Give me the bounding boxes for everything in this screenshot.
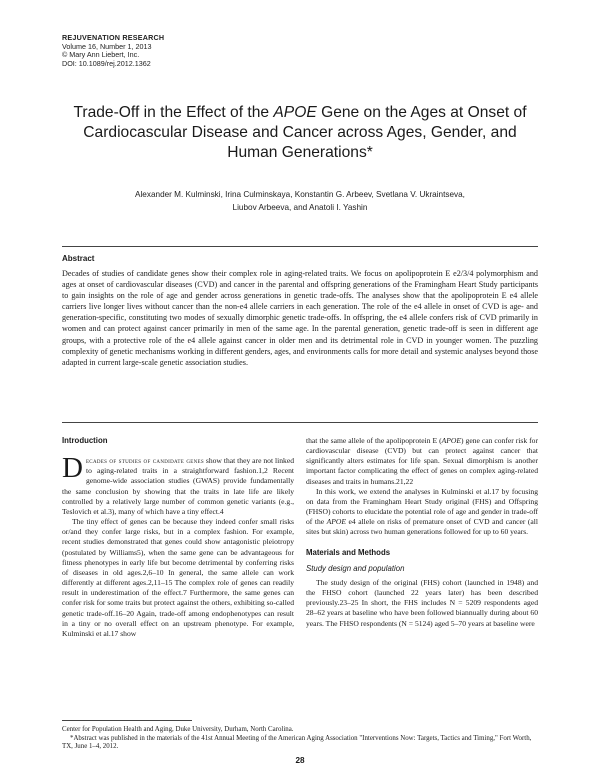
abstract-text: Decades of studies of candidate genes show their complex role in aging-related traits. We focus on apolipoprotein E e2/3/4 polymorphism and ages at onset of cardiovascular diseases (CVD) and cancer in the parental and offspring generations of the Framingham Heart Study participants to gain insights on the role of age and gender across generations in genetic trade-offs. The analyses show that the apolipoprotein E e4 allele carriers live longer lives without cancer than the non-e4 allele carriers in each generation. The role of the e4 allele in onset of CVD is age- and generation-specific, constituting two modes of sexually dimorphic genetic trade-offs. In offspring, the e4 allele confers risk of CVD primarily in women and can protect against cancer primarily in men of the same age. In the parental generation, genetic trade-off is seen in different age groups, with a protective role of the e4 allele against cancer in older men and its detrimental role in CVD in younger women. The puzzling complexity of genetic mechanisms working in different genders, ages, and environments calls for more detail and systemic analyses beyond those adapted in current large-scale genetic association studies. bbox=[62, 269, 538, 367]
footnotes bbox=[62, 726, 538, 752]
paragraph-text: that the same allele of the apolipoprotein E ( bbox=[306, 436, 442, 445]
gene-name: APOE bbox=[441, 436, 462, 445]
drop-cap: D bbox=[62, 452, 83, 485]
footnote-divider bbox=[62, 720, 192, 721]
abstract-heading: Abstract bbox=[62, 254, 95, 263]
abstract-note: *Abstract was published in the materials of the 41st Annual Meeting of the American Aging Association "Interventions Now: Targets, Tactics and Timing," Fort Worth, TX, June 1–4, 2012. bbox=[62, 734, 532, 751]
divider bbox=[62, 246, 538, 247]
paragraph-text: ) gene can confer risk for cardiovascular disease (CVD) but can protect against cancer that significantly alters estimates for life span. Sexual dimorphism is another important factor complicating the effect of genes on complex aging-related diseases and traits in humans.21,22 bbox=[306, 436, 539, 486]
article-title bbox=[62, 103, 538, 163]
paragraph-text: show that they are not linked to aging-related traits in a straightforward fashion.1,2 Recent genome-wide association studies (GWAS) provide fundamentally the same conclusion by showing that the traits in late life are likely controlled by a relatively large number of common genetic variants (e.g., Teslovich et al.3), many of which have a tiny effect.4 bbox=[62, 456, 294, 516]
authors-line-1: Alexander M. Kulminski, Irina Culminskaya, Konstantin G. Arbeev, Svetlana V. Ukraintseva, bbox=[135, 190, 465, 199]
journal-doi: DOI: 10.1089/rej.2012.1362 bbox=[62, 58, 151, 68]
title-part: Trade-Off in the Effect of the bbox=[73, 104, 274, 121]
gene-name: APOE bbox=[326, 517, 347, 527]
section-heading-introduction: Introduction bbox=[62, 436, 108, 445]
subsection-heading: Study design and population bbox=[306, 563, 405, 573]
paragraph-text: e4 allele on risks of premature onset of CVD and cancer (all sites but skin) across two human generations followed for up to 60 years. bbox=[306, 517, 539, 537]
title-gene: APOE bbox=[273, 104, 317, 121]
intro-paragraph-2: The tiny effect of genes can be because they indeed confer small risks or/and they confer large risks, but in a complex fashion. For example, recent studies demonstrated that genes could show antagonistic pleiotropy (postulated by Williams5), when the same gene can be advantageous for fitness phenotypes in early life but become detrimental by conferring risks of diseases in old ages.2,6–10 In general, the same allele can work differently at different ages.2,11–15 The complex role of genes can readily result in underestimation of the effect.7 Furthermore, the same genes can confer risk for some traits but protect against the others, exhibiting so-called genetic trade-off.16–20 Again, trade-off among endophenotypes can result in a tiny or no overall effect on an upstream phenotype. For example, Kulminski et al.17 show bbox=[62, 517, 294, 638]
journal-copyright: © Mary Ann Liebert, Inc. bbox=[62, 50, 140, 60]
paragraph-text: In this work, we extend the analyses in Kulminski et al.17 by focusing on data from the Framingham Heart Study original (FHS) and Offspring (FHSO) cohorts to elucidate the potential role of age and gender in trade-off of the bbox=[306, 486, 538, 527]
section-heading-methods: Materials and Methods bbox=[306, 547, 391, 557]
intro-paragraph-4 bbox=[306, 487, 538, 538]
journal-name: REJUVENATION RESEARCH bbox=[62, 33, 165, 42]
intro-paragraph-1 bbox=[62, 452, 294, 517]
divider bbox=[62, 422, 538, 423]
page-number: 28 bbox=[295, 756, 305, 765]
lead-in: ecades of studies of candidate genes bbox=[85, 456, 204, 466]
methods-paragraph-1: The study design of the original (FHS) cohort (launched in 1948) and the FHSO cohort (launched 22 years later) has been described previously.23–25 In short, the FHS includes N = 5209 respondents aged 28–62 years at baseline who have been followed biannually during about 60 years. The FHSO respondents (N = 5124) aged 5–70 years at baseline were bbox=[306, 577, 538, 628]
author-list bbox=[62, 188, 538, 214]
right-column bbox=[306, 436, 538, 629]
journal-volume: Volume 16, Number 1, 2013 bbox=[62, 41, 152, 51]
title-part: Gene on the Ages at Onset of Cardiocascular Disease and Cancer across Ages, Gender, and Human Generations* bbox=[83, 104, 527, 161]
journal-header bbox=[62, 34, 164, 68]
authors-line-2: Liubov Arbeeva, and Anatoli I. Yashin bbox=[232, 203, 368, 212]
intro-paragraph-3 bbox=[306, 436, 538, 487]
left-column bbox=[62, 436, 294, 639]
affiliation-note: Center for Population Health and Aging, Duke University, Durham, North Carolina. bbox=[62, 726, 294, 733]
